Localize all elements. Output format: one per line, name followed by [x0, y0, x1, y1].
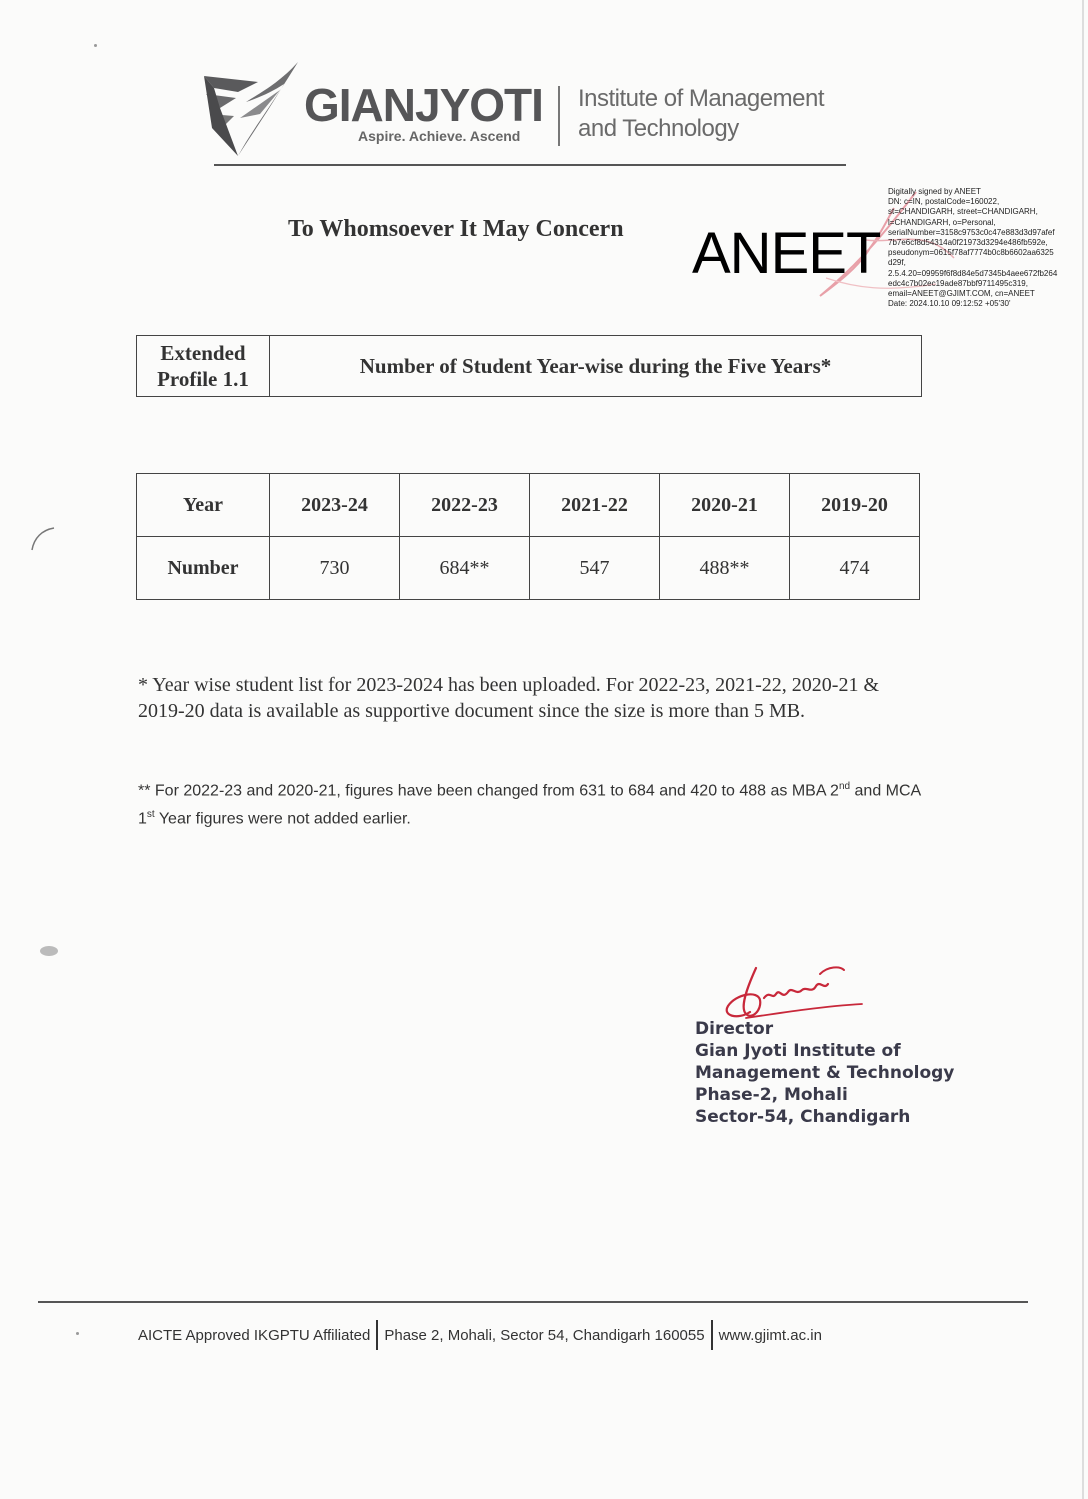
brand-name: GIANJYOTI: [304, 79, 543, 131]
footer-separator: [376, 1320, 378, 1350]
table-value-cell: 730: [270, 537, 400, 600]
page-edge: [1082, 0, 1084, 1499]
dsig-line: serialNumber=3158c9753c0c47e883d3d97afef: [888, 227, 1055, 237]
footnote-2-sup-1: nd: [838, 781, 851, 792]
footer-separator: [711, 1320, 713, 1350]
handwritten-signature-icon: [716, 960, 896, 1022]
brand-tagline: Aspire. Achieve. Ascend: [358, 128, 521, 144]
footnote-2-part-1: ** For 2022-23 and 2020-21, figures have been changed from 631 to 684 and 420 to 488 as MBA 2: [138, 782, 839, 800]
table-value-cell: 684**: [400, 537, 530, 600]
profile-title: Number of Student Year-wise during the Five Years*: [359, 353, 832, 378]
table-header-year-label: Year: [137, 474, 270, 537]
footnote-2-sup-2: st: [146, 809, 155, 821]
brand-divider: [558, 86, 560, 146]
table-row-number-label: Number: [137, 537, 270, 600]
scan-artifact: [94, 44, 97, 47]
profile-label-line-2: Profile 1.1: [157, 367, 249, 391]
table-value-cell: 547: [530, 537, 660, 600]
dsig-line: pseudonym=0615f78af7774b0c8b6602aa6325: [888, 248, 1054, 258]
institute-line-2: and Technology: [578, 115, 739, 142]
digital-signature-name: ANEET: [692, 221, 881, 286]
signatory-block: [695, 1018, 954, 1128]
profile-label: [137, 336, 270, 396]
dsig-line: edc4c7b02ec19ade87bbf9711495c319,: [888, 278, 1028, 288]
dsig-line: d29f,: [888, 258, 906, 268]
signatory-title: Director: [695, 1019, 774, 1039]
table-year-cell: 2022-23: [400, 474, 530, 537]
scan-artifact: [76, 1332, 79, 1335]
footnote-2-part-3: Year figures were not added earlier.: [154, 810, 411, 828]
institute-line-1: Institute of Management: [578, 85, 824, 112]
table-year-cell: 2021-22: [530, 474, 660, 537]
footnote-1: * Year wise student list for 2023-2024 has been uploaded. For 2022-23, 2021-22, 2020-21 & 2019-20 data is available as supportive document since the size is more than 5 MB.: [138, 674, 880, 722]
footnote-2: [138, 775, 938, 832]
footer-rule: [38, 1301, 1028, 1303]
table-value-cell: 474: [790, 537, 920, 600]
dsig-line: Digitally signed by ANEET: [888, 187, 981, 196]
institute-name: [578, 84, 824, 144]
dsig-line: DN: c=IN, postalCode=160022,: [888, 197, 1000, 207]
extended-profile-box: [136, 335, 922, 397]
footer-website: www.gjimt.ac.in: [718, 1326, 822, 1344]
dsig-line: st=CHANDIGARH, street=CHANDIGARH,: [888, 207, 1038, 217]
table-year-cell: 2023-24: [270, 474, 400, 537]
institute-logo-icon: [200, 58, 304, 162]
dsig-line: Date: 2024.10.10 09:12:52 +05'30': [888, 299, 1011, 309]
signatory-line: Gian Jyoti Institute of: [695, 1041, 901, 1061]
dsig-line: 2.5.4.20=09959f6f8d84e5d7345b4aee672fb264: [888, 268, 1058, 278]
signatory-line: Sector-54, Chandigarh: [695, 1107, 911, 1127]
footnote-2-part-2: and MCA 1: [138, 782, 921, 828]
table-year-cell: 2020-21: [660, 474, 790, 537]
profile-label-line-1: Extended: [160, 341, 246, 365]
dsig-line: l=CHANDIGARH, o=Personal,: [888, 217, 996, 227]
footer-affiliation: AICTE Approved IKGPTU Affiliated: [138, 1326, 371, 1344]
scan-artifact: [40, 946, 58, 956]
scan-artifact-icon: [28, 524, 58, 554]
footer-address: Phase 2, Mohali, Sector 54, Chandigarh 160055: [384, 1326, 705, 1344]
table-value-cell: 488**: [660, 537, 790, 600]
digital-signature-details: [888, 187, 1088, 309]
table-row: [137, 537, 920, 600]
table-header-row: [137, 474, 920, 537]
signatory-line: Management & Technology: [695, 1063, 955, 1083]
dsig-line: 7b7e6cf8d54314a0f21973d3294e486fb592e,: [888, 238, 1048, 248]
footer: [138, 1320, 822, 1350]
signatory-line: Phase-2, Mohali: [695, 1085, 848, 1105]
dsig-line: email=ANEET@GJIMT.COM, cn=ANEET: [888, 289, 1035, 299]
table-year-cell: 2019-20: [790, 474, 920, 537]
student-count-table: [136, 473, 920, 600]
letter-heading: To Whomsoever It May Concern: [288, 216, 624, 242]
header-rule: [214, 164, 846, 166]
